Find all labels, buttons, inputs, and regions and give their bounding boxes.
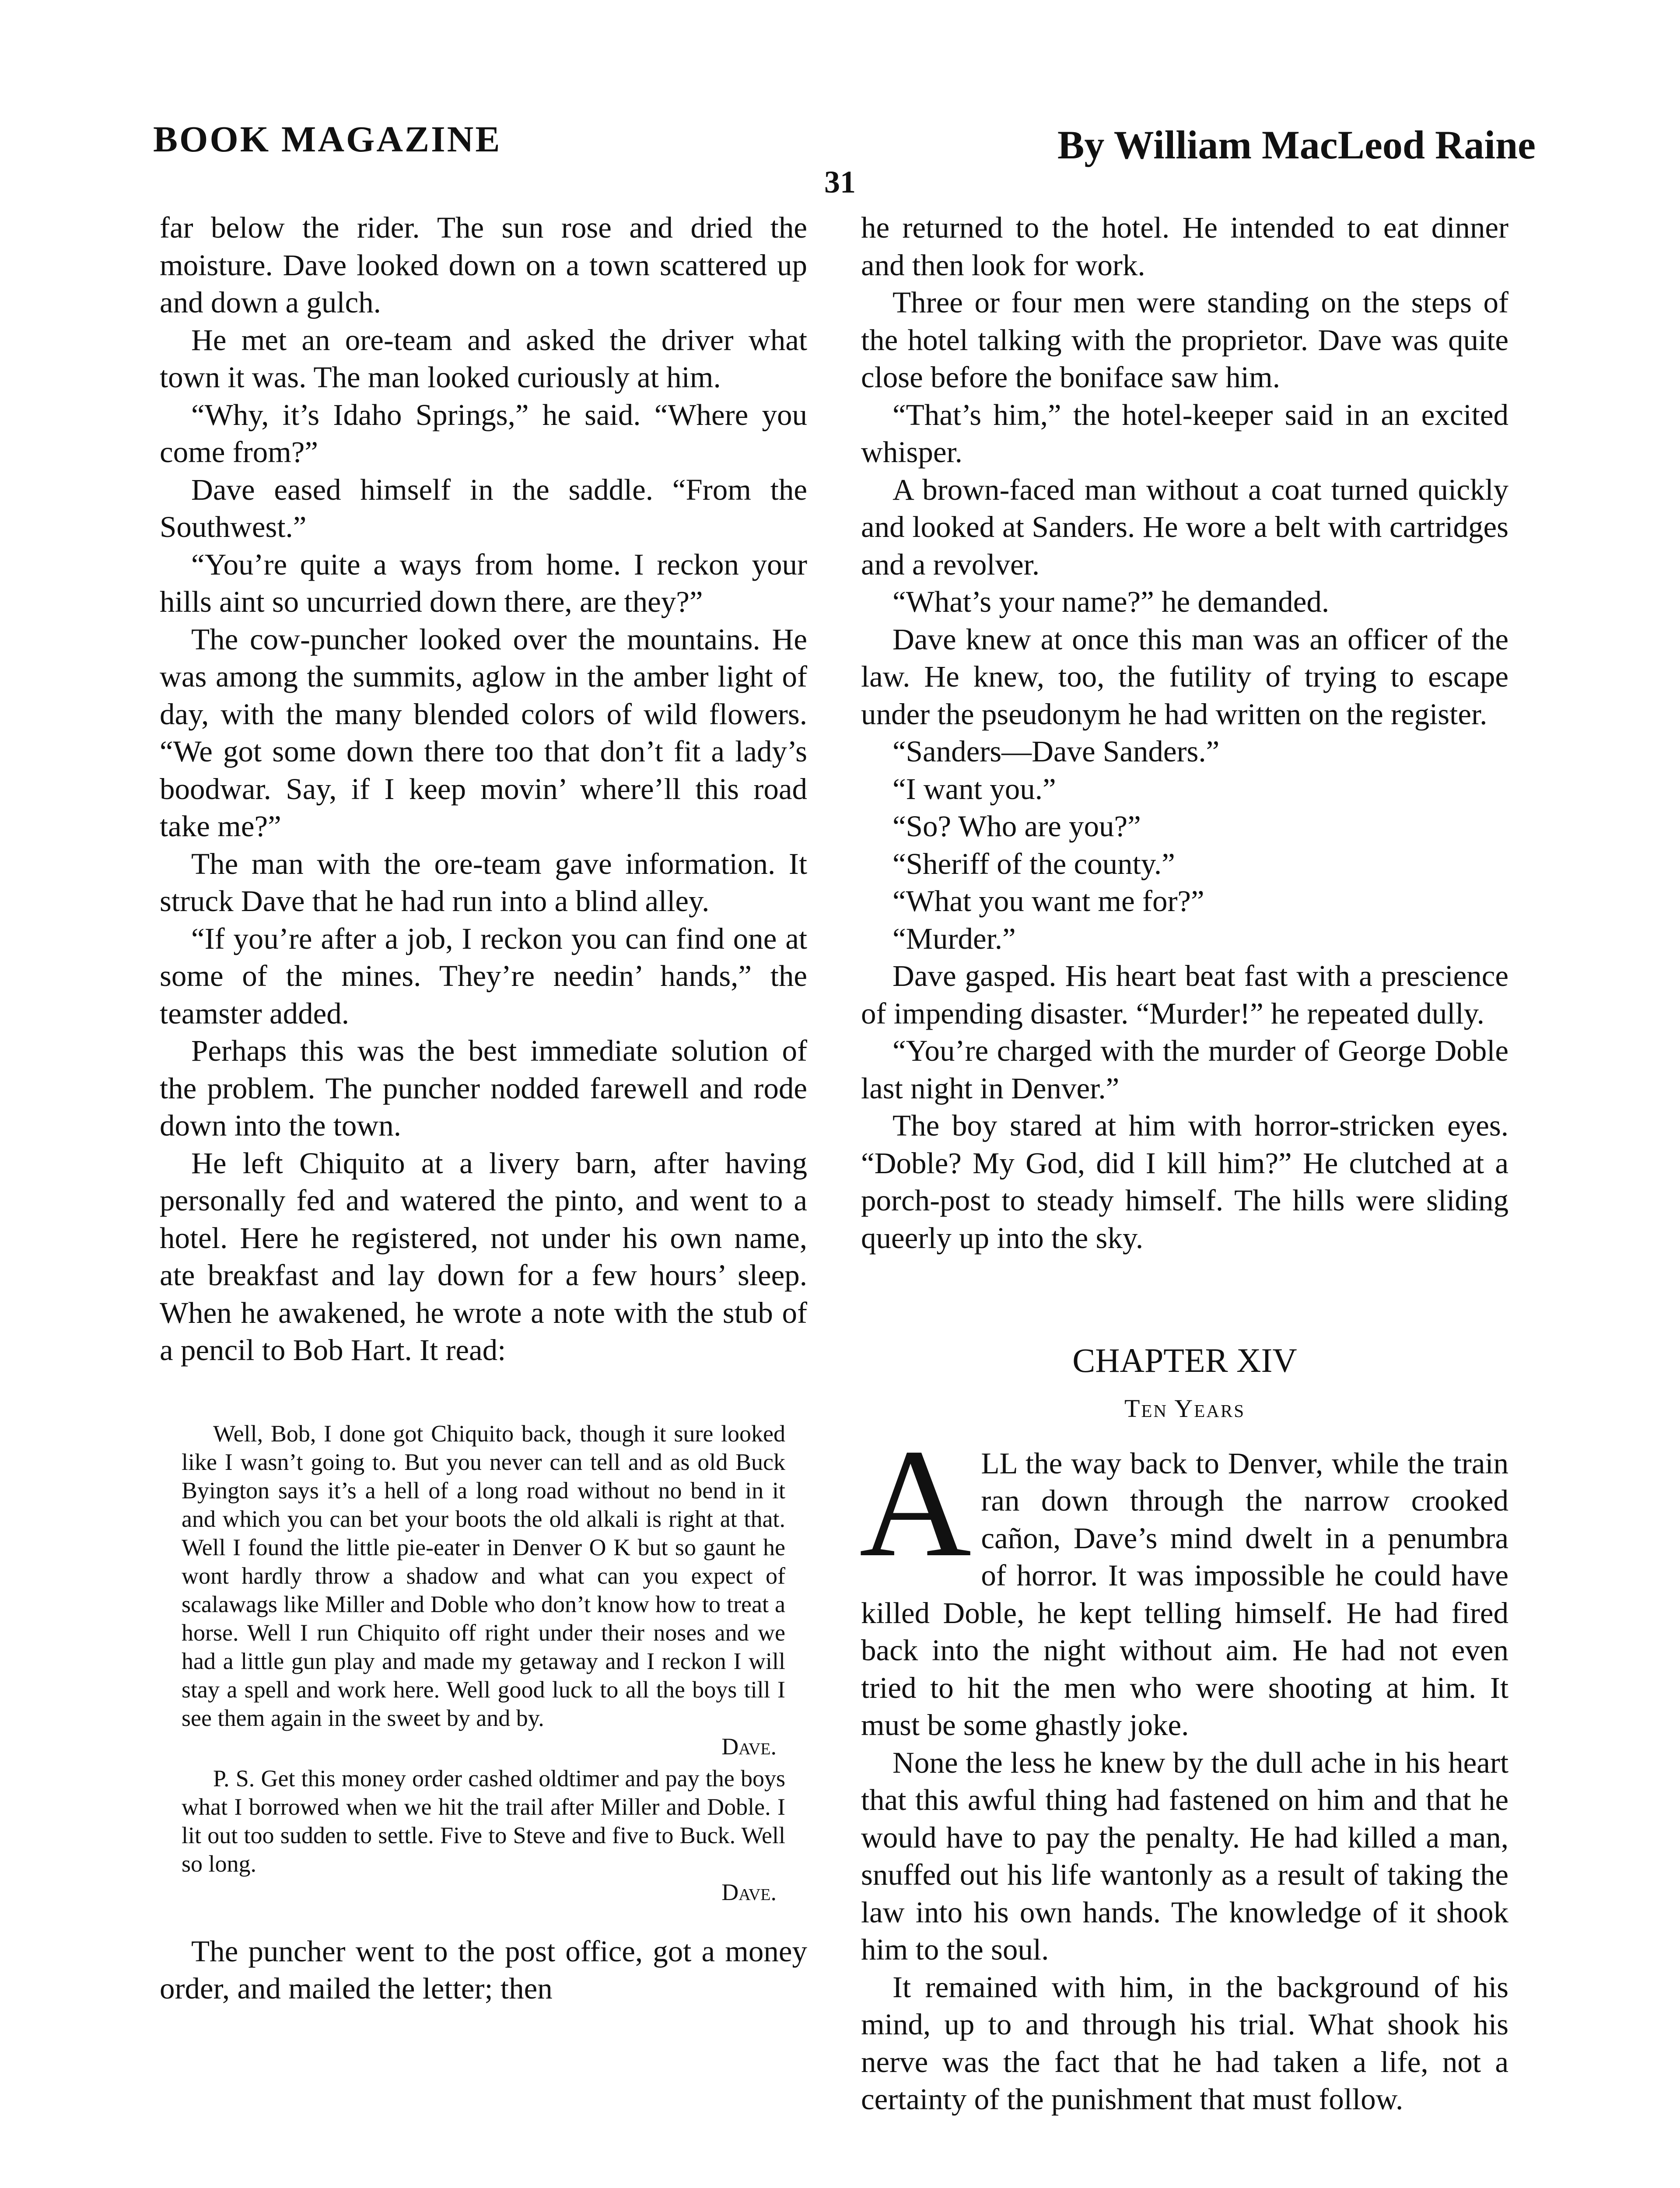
paragraph: The puncher went to the post office, got a money order, and mailed the letter; then [160,1934,807,2005]
paragraph: “Sheriff of the county.” [892,847,1175,880]
letter-postscript: P. S. Get this money order cashed oldtimer and pay the boys what I borrowed when we hit the trail after Miller and Doble. I lit out too sudden to settle. Five to Steve and five to Buck. Well so long. [182,1765,785,1877]
paragraph: “You’re charged with the murder of George Doble last night in Denver.” [861,1034,1508,1105]
paragraph: he returned to the hotel. He intended to eat dinner and then look for work. [861,211,1508,282]
chapter-opening-paragraph [859,1417,1508,1744]
paragraph: Three or four men were standing on the steps of the hotel talking with the proprietor. Dave was quite close before the boniface saw him. [861,286,1508,394]
paragraph: “If you’re after a job, I reckon you can find one at some of the mines. They’re needin’ hands,” the teamster added. [160,922,807,1030]
paragraph: None the less he knew by the dull ache in his heart that this awful thing had fastened on him and that he would have to pay the penalty. He had killed a man, snuffed out his life wantonly as a result of taking the law into his own hands. The knowledge of it shook him to the soul. [861,1746,1508,1966]
paragraph: “Why, it’s Idaho Springs,” he said. “Where you come from?” [160,398,807,469]
paragraph: A brown-faced man without a coat turned quickly and looked at Sanders. He wore a belt with cartridges and a revolver. [861,473,1508,581]
paragraph: Dave eased himself in the saddle. “From the Southwest.” [160,473,807,543]
magazine-title: BOOK MAGAZINE [153,119,502,160]
chapter-subtitle: Ten Years [1124,1394,1246,1423]
paragraph: Dave knew at once this man was an officer of the law. He knew, too, the futility of trying to escape under the pseudonym he had written on the register. [861,622,1508,731]
left-column [160,209,807,2008]
paragraph: Perhaps this was the best immediate solution of the problem. The puncher nodded farewell and rode down into the town. [160,1034,807,1142]
postscript-signature: Dave. [721,1879,777,1905]
paragraph: “Murder.” [892,922,1016,955]
paragraph: Dave gasped. His heart beat fast with a prescience of impending disaster. “Murder!” he repeated dully. [861,959,1508,1030]
author-byline: By William MacLeod Raine [1057,123,1536,167]
letter-signature: Dave. [721,1733,777,1760]
paragraph: “You’re quite a ways from home. I reckon your hills aint so uncurried down there, are they?” [160,547,807,618]
paragraph: It remained with him, in the background of his mind, up to and through his trial. What shook his nerve was the fact that he had taken a life, not a certainty of the punishment that must follow. [861,1970,1508,2116]
opening-text: LL the way back to Denver, while the train ran down through the narrow crooked cañon, Dave’s mind dwelt in a penumbra of horror. It was impossible he could have killed Doble, he kept telling himself. He had fired back into the night without aim. He had not even tried to hit the men who were shooting at him. It must be some ghastly joke. [861,1446,1508,1742]
paragraph: “What you want me for?” [892,884,1204,918]
paragraph: “That’s him,” the hotel-keeper said in an excited whisper. [861,398,1508,469]
paragraph: He left Chiquito at a livery barn, after having personally fed and watered the pinto, and went to a hotel. Here he registered, not under his own name, ate breakfast and lay down for a few hours’ sleep. When he awakened, he wrote a note with the stub of a pencil to Bob Hart. It read: [160,1146,807,1367]
paragraph: The cow-puncher looked over the mountains. He was among the summits, aglow in the amber light of day, with the many blended colors of wild flowers. “We got some down there too that don’t fit a lady’s boodwar. Say, if I keep movin’ where’ll this road take me?” [160,622,807,843]
chapter-title: CHAPTER XIV [1072,1341,1297,1379]
paragraph: “I want you.” [892,772,1056,806]
paragraph: “Sanders—Dave Sanders.” [892,735,1220,768]
paragraph: The man with the ore-team gave information. It struck Dave that he had run into a blind alley. [160,847,807,918]
page-number: 31 [824,165,856,200]
letter-body: Well, Bob, I done got Chiquito back, though it sure looked like I wasn’t going to. But you never can tell and as old Buck Byington says it’s a hell of a long road without no bend in it and which you can bet your boots the old alkali is right at that. Well I found the little pie-eater in Denver O K but so gaunt he wont hardly throw a shadow and what can you expect of scalawags like Miller and Doble who don’t know how to treat a horse. Well I run Chiquito off right under their noses and we had a little gun play and made my getaway and I reckon I will stay a spell and work here. Well good luck to all the boys till I see them again in the sweet by and by. [182,1420,785,1731]
paragraph: far below the rider. The sun rose and dried the moisture. Dave looked down on a town scattered up and down a gulch. [160,211,807,319]
drop-cap: A [859,1417,972,1589]
paragraph: “What’s your name?” he demanded. [892,585,1330,618]
chapter-body [859,1417,1508,2118]
paragraph: The boy stared at him with horror-stricken eyes. “Doble? My God, did I kill him?” He clutched at a porch-post to steady himself. The hills were sliding queerly up into the sky. [861,1109,1508,1255]
letter-block [182,1420,785,1907]
right-column [861,209,1508,2118]
paragraph: He met an ore-team and asked the driver what town it was. The man looked curiously at him. [160,323,807,394]
paragraph: “So? Who are you?” [892,810,1141,843]
